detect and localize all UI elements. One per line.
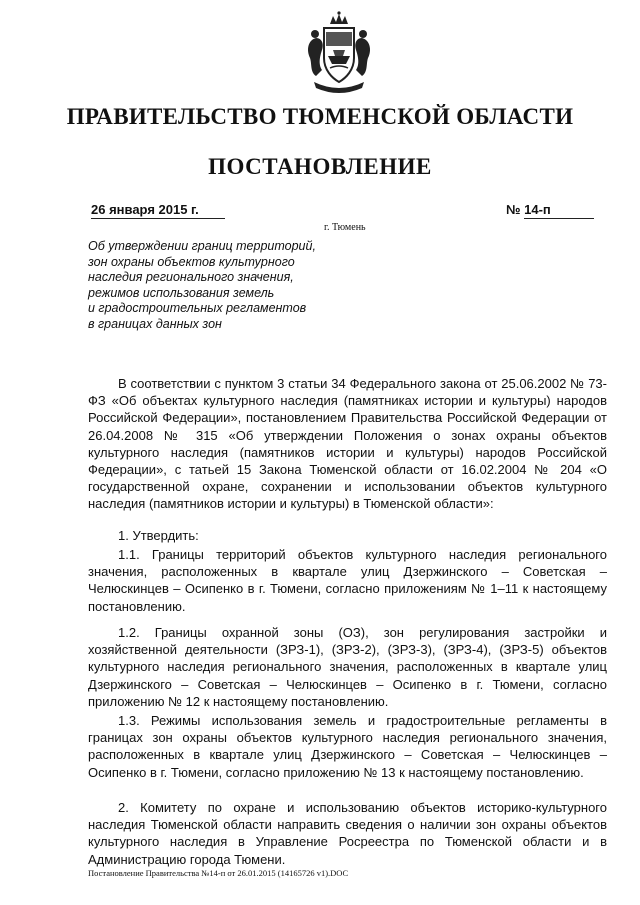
clause-1-3: 1.3. Режимы использования земель и градостроительные регламенты в границах зон охраны объектов культурного наследия регионального значения, расположенных в квартале улиц Дзержинского – Советская – Челюскинцев – Осипенко в г. Тюмени, согласно приложению № 13 к настоящему постановлению. <box>88 713 607 780</box>
clause-1-1: 1.1. Границы территорий объектов культурного наследия регионального значения, расположенных в квартале улиц Дзержинского – Советская – Челюскинцев – Осипенко в г. Тюмени, согласно приложениям № 1–11 к настоящему постановлению. <box>88 547 607 614</box>
clause-1-2: 1.2. Границы охранной зоны (ОЗ), зон регулирования застройки и хозяйственной деятельности (ЗРЗ-1), (ЗРЗ-2), (ЗРЗ-3), (ЗРЗ-4), (ЗРЗ-5) объектов культурного наследия регионального значения, расположенных в квартале улиц Дзержинского – Советская – Челюскинцев – Осипенко в г. Тюмени, согласно приложению № 12 к настоящему постановлению. <box>88 625 607 709</box>
date-underline <box>91 218 225 219</box>
document-date: 26 января 2015 г. <box>91 202 199 217</box>
document-number: № 14-п <box>506 202 551 217</box>
subject-line: в границах данных зон <box>88 316 222 331</box>
clause-2: 2. Комитету по охране и использованию объектов историко-культурного наследия Тюменской области направить сведения о наличии зон охраны объектов культурного наследия в Управление Росреестра по Тюменской области и в Администрацию города Тюмени. <box>88 800 607 867</box>
subject-line: режимов использования земель <box>88 285 275 300</box>
clause-1: 1. Утвердить: <box>118 528 199 543</box>
subject-line: зон охраны объектов культурного <box>88 254 295 269</box>
coat-of-arms-icon <box>300 10 378 96</box>
document-type-title: ПОСТАНОВЛЕНИЕ <box>208 154 432 179</box>
document-city: г. Тюмень <box>324 222 366 233</box>
subject-line: Об утверждении границ территорий, <box>88 239 316 253</box>
preamble-paragraph: В соответствии с пунктом 3 статьи 34 Федерального закона от 25.06.2002 № 73-ФЗ «Об объектах культурного наследия (памятниках истории и культуры) народов Российской Федерации», постановлением Правительства Российской Федерации от 26.04.2008 № 315 «Об утверждении Положения о зонах охраны объектов культурного наследия (памятников истории и культуры) народов Российской Федерации», с татьей 15 Закона Тюменской области от 16.02.2004 № 204 «О государственной охране, сохранении и использовании объектов культурного наследия (памятников истории и культуры) в Тюменской области»: <box>88 376 607 512</box>
subject-line: и градостроительных регламентов <box>88 301 307 316</box>
number-underline <box>524 218 594 219</box>
subject-line: наследия регионального значения, <box>88 270 294 285</box>
government-title: ПРАВИТЕЛЬСТВО ТЮМЕНСКОЙ ОБЛАСТИ <box>66 104 574 129</box>
document-footer: Постановление Правительства №14-п от 26.01.2015 (14165726 v1).DOC <box>88 868 349 878</box>
document-subject <box>88 239 378 333</box>
